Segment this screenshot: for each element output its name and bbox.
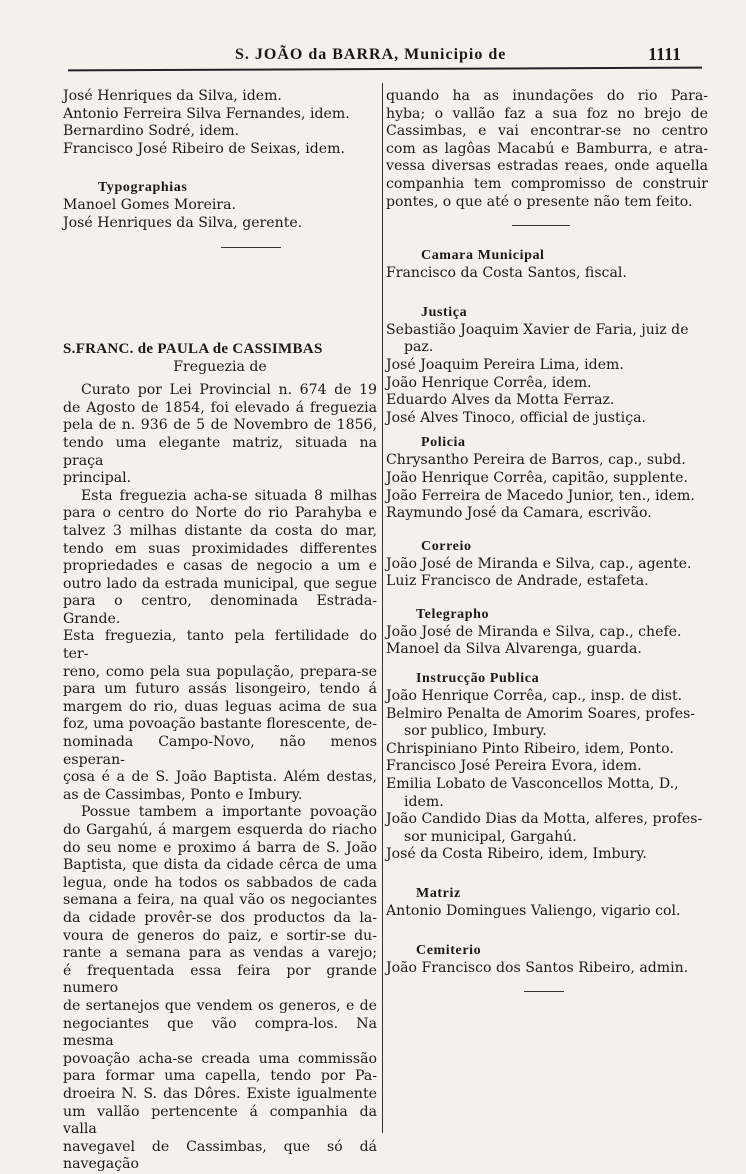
section-heading: Policia	[421, 435, 466, 451]
text-line: pela de n. 936 de 5 de Novembro de 1856,	[63, 417, 377, 434]
text-line: companhia tem compromisso de construir	[386, 175, 708, 192]
section-heading: Camara Municipal	[421, 248, 545, 264]
text-line: reno, como pela sua população, prepara-se	[63, 663, 377, 680]
text-line: João Ferreira de Macedo Junior, ten., idem.	[386, 487, 695, 504]
text-line: João José de Miranda e Silva, cap., agente.	[386, 555, 692, 572]
text-line: sor municipal, Gargahú.	[404, 828, 577, 845]
policia-section	[386, 433, 708, 522]
text-line: navegavel de Cassimbas, que só dá navegação	[63, 1138, 377, 1173]
text-line: João Henrique Corrêa, idem.	[386, 374, 592, 391]
paragraph	[63, 804, 377, 1173]
section-title: S.FRANC. de PAULA de CASSIMBAS	[63, 340, 323, 357]
section-heading: Typographias	[98, 180, 188, 196]
text-line: Baptista, que dista da cidade cêrca de uma	[63, 857, 377, 874]
text-line: Antonio Ferreira Silva Fernandes, idem.	[63, 105, 350, 122]
text-line: do seu nome e proximo á barra de S. João	[63, 839, 377, 856]
text-line: de sertanejos que vendem os generos, e de	[63, 997, 377, 1014]
text-line: Francisco da Costa Santos, fiscal.	[386, 265, 627, 282]
text-line: para um futuro assás lisongeiro, tendo á	[63, 681, 377, 698]
text-line: João Henrique Corrêa, capitão, supplente.	[386, 469, 688, 486]
text-line: Possue tambem a importante povoação	[81, 804, 377, 821]
matriz-section	[386, 884, 708, 921]
top-list	[63, 88, 377, 158]
text-line: negociantes que vão compra-los. Na mesma	[63, 1015, 377, 1050]
text-line: Chrysantho Pereira de Barros, cap., subd.	[386, 452, 686, 469]
text-line: margem do rio, duas leguas acima de sua	[63, 698, 377, 715]
text-line: Francisco José Pereira Evora, idem.	[386, 758, 642, 775]
left-column	[63, 88, 377, 1174]
separator-rule	[524, 991, 564, 992]
header-rule	[68, 67, 702, 72]
section-heading: Justiça	[421, 304, 468, 320]
text-line: José da Costa Ribeiro, idem, Imbury.	[386, 846, 647, 863]
text-line: rante a semana para as vendas a varejo;	[63, 945, 377, 962]
text-line: José Joaquim Pereira Lima, idem.	[386, 356, 624, 373]
text-line: Esta freguezia acha-se situada 8 milhas	[81, 487, 377, 504]
text-line: Chrispiniano Pinto Ribeiro, idem, Ponto.	[386, 740, 674, 757]
camara-section	[386, 246, 708, 283]
text-line: Emilia Lobato de Vasconcellos Motta, D.,	[386, 776, 679, 793]
text-line: paz.	[404, 339, 434, 356]
text-line: Antonio Domingues Valiengo, vigario col.	[386, 903, 681, 919]
text-line: Manoel da Silva Alvarenga, guarda.	[386, 641, 642, 658]
text-line: Cassimbas, e vai encontrar-se no centro	[386, 123, 708, 140]
text-line: principal.	[63, 470, 132, 487]
text-line: Eduardo Alves da Motta Ferraz.	[386, 392, 615, 409]
running-title: S. JOÃO da BARRA, Municipio de	[235, 46, 507, 63]
text-line: Belmiro Penalta de Amorim Soares, profes-	[386, 705, 696, 722]
text-line: um vallão pertencente á companhia da valla	[63, 1103, 377, 1138]
text-line: idem.	[404, 793, 444, 810]
text-line: da cidade provêr-se dos productos da la-	[63, 909, 377, 926]
text-line: Manoel Gomes Moreira.	[63, 197, 237, 214]
text-line: Bernardino Sodré, idem.	[63, 123, 240, 140]
section-heading: Telegrapho	[416, 606, 490, 622]
text-line: Sebastião Joaquim Xavier de Faria, juiz de	[386, 321, 689, 338]
text-line: nominada Campo-Novo, não menos esperan-	[63, 734, 377, 768]
text-line: sor publico, Imbury.	[404, 723, 547, 740]
text-line: José Alves Tinoco, official de justiça.	[386, 409, 646, 426]
text-line: é frequentada essa feira por grande numero	[63, 962, 377, 997]
text-line: do Gargahú, á margem esquerda do riacho	[63, 822, 377, 838]
text-line: João José de Miranda e Silva, cap., chefe.	[386, 623, 682, 640]
right-column	[386, 88, 708, 992]
text-line: semana a feira, na qual vão os negociantes	[63, 892, 377, 909]
column-divider	[382, 83, 383, 1133]
text-line: José Henriques da Silva, idem.	[63, 88, 282, 104]
paragraph	[63, 382, 377, 488]
instrucao-section	[386, 669, 708, 864]
text-line: quando ha as inundações do rio Para-	[386, 88, 708, 104]
text-line: droeira N. S. das Dôres. Existe igualmente	[63, 1085, 377, 1102]
text-line: çosa é a de S. João Baptista. Além destas,	[63, 769, 377, 786]
continuation-text	[386, 88, 708, 211]
text-line: José Henriques da Silva, gerente.	[63, 214, 303, 231]
text-line: outro lado da estrada municipal, que segue	[63, 575, 377, 592]
text-line: povoação acha-se creada uma commissão	[63, 1050, 377, 1067]
text-line: Esta freguezia, tanto pela fertilidade do ter-	[63, 628, 377, 663]
correio-section	[386, 537, 708, 591]
text-line: João Francisco dos Santos Ribeiro, admin.	[386, 959, 689, 976]
text-line: Luiz Francisco de Andrade, estafeta.	[386, 573, 649, 590]
text-line: para o centro do Norte do rio Parahyba e	[63, 505, 377, 522]
text-line: talvez 3 milhas distante da costa do mar,	[63, 522, 377, 539]
text-line: legua, onde ha todos os sabbados de cada	[63, 874, 377, 891]
text-line: tendo em suas proximidades differentes	[63, 540, 377, 557]
text-line: pontes, o que até o presente não tem feito.	[386, 193, 693, 210]
typographias-section	[63, 178, 377, 232]
text-line: Raymundo José da Camara, escrivão.	[386, 505, 652, 522]
text-line: vessa diversas estradas reaes, onde aquella	[386, 158, 708, 175]
text-line: para o centro, denominada Estrada-Grande.	[63, 593, 377, 627]
paragraph	[63, 488, 377, 805]
page-number: 1111	[648, 44, 682, 64]
text-line: de Agosto de 1854, foi elevado á freguezia	[63, 399, 377, 416]
text-line: tendo uma elegante matriz, situada na praça	[63, 434, 377, 469]
text-line: foz, uma povoação bastante florescente, de-	[63, 716, 377, 733]
text-line: propriedades e casas de negocio a um e	[63, 558, 377, 575]
text-line: Curato por Lei Provincial n. 674 de 19	[81, 382, 377, 399]
section-heading: Instrucção Publica	[416, 671, 540, 687]
text-line: Francisco José Ribeiro de Seixas, idem.	[63, 140, 345, 157]
section-heading: Cemiterio	[416, 942, 482, 958]
telegrapho-section	[386, 605, 708, 659]
text-line: com as lagôas Macabú e Bamburra, e atra-	[386, 140, 708, 157]
section-subtitle: Freguezia de	[173, 358, 267, 375]
text-line: João Candido Dias da Motta, alferes, profes-	[386, 811, 703, 828]
text-line: João Henrique Corrêa, cap., insp. de dist.	[386, 688, 683, 705]
section-heading: Matriz	[416, 886, 461, 901]
text-line: voura de generos do paiz, e sortir-se du-	[63, 927, 377, 944]
cemiterio-section	[386, 941, 708, 978]
justica-section	[386, 303, 708, 428]
text-line: hyba; o vallão faz a sua foz no brejo de	[386, 105, 708, 122]
section-heading: Correio	[421, 538, 472, 554]
text-line: para formar uma capella, tendo por Pa-	[63, 1068, 377, 1085]
text-line: as de Cassimbas, Ponto e Imbury.	[63, 786, 303, 803]
page-header	[0, 0, 746, 70]
